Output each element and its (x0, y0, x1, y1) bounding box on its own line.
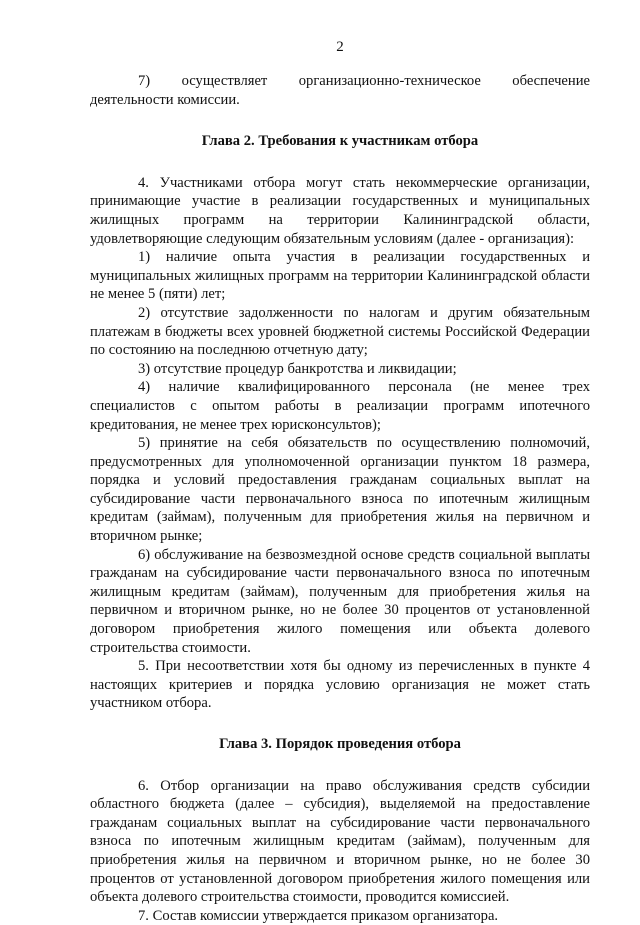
condition-6-paragraph: 6) обслуживание на безвозмездной основе средств социальной выплаты гражданам на субсидирование части первоначального взноса по ипотечным жилищным кредитам (займам), полученным для приобретения жилья на первичном и вторичном рынке, но не более 30 процентов от установленной договором приобретения жилого помещения или объекта долевого строительства стоимости. (90, 546, 590, 656)
item-7-paragraph: 7) осуществляет организационно-техническое обеспечение деятельности комиссии. (90, 73, 590, 108)
clause-4-paragraph: 4. Участниками отбора могут стать некоммерческие организации, принимающие участие в реализации государственных и муниципальных жилищных программ на территории Калининградской области, удовлетворяющие следующим обязательным условиям (далее - организация): (90, 174, 590, 247)
condition-4-paragraph: 4) наличие квалифицированного персонала (не менее трех специалистов с опытом работы в реализации программ ипотечного кредитования, не менее трех юрисконсультов); (90, 379, 590, 433)
clause-7-paragraph: 7. Состав комиссии утверждается приказом организатора. (138, 907, 499, 924)
condition-3-paragraph: 3) отсутствие процедур банкротства и ликвидации; (138, 360, 457, 377)
page-number: 2 (336, 39, 344, 55)
condition-2-paragraph: 2) отсутствие задолженности по налогам и другим обязательным платежам в бюджеты всех уровней бюджетной системы Российской Федерации по состоянию на последнюю отчетную дату; (90, 304, 590, 359)
document-page (90, 38, 590, 925)
condition-1-paragraph: 1) наличие опыта участия в реализации государственных и муниципальных жилищных программ на территории Калининградской области не менее 5 (пяти) лет; (90, 249, 590, 303)
clause-6-paragraph: 6. Отбор организации на право обслуживания средств субсидии областного бюджета (далее – субсидия), выделяемой на предоставление гражданам социальных выплат на субсидирование части первоначального взноса по ипотечным жилищным кредитам (займам), полученным для приобретения жилья на первичном и вторичном рынке, но не более 30 процентов от установленной договором приобретения жилого помещения или объекта долевого строительства стоимости, проводится комиссией. (90, 777, 590, 906)
condition-5-paragraph: 5) принятие на себя обязательств по осуществлению полномочий, предусмотренных для уполномоченной организации пунктом 18 размера, порядка и условий предоставления гражданам социальных выплат на субсидирование части первоначального взноса по ипотечным жилищным кредитам (займам), полученным для приобретения жилья на первичном и вторичном рынке; (90, 435, 590, 545)
chapter-2-heading: Глава 2. Требования к участникам отбора (201, 133, 479, 150)
chapter-3-heading: Глава 3. Порядок проведения отбора (219, 736, 461, 752)
clause-5-paragraph: 5. При несоответствии хотя бы одному из перечисленных в пункте 4 настоящих критериев и порядка условию организация не может стать участником отбора. (90, 658, 590, 712)
